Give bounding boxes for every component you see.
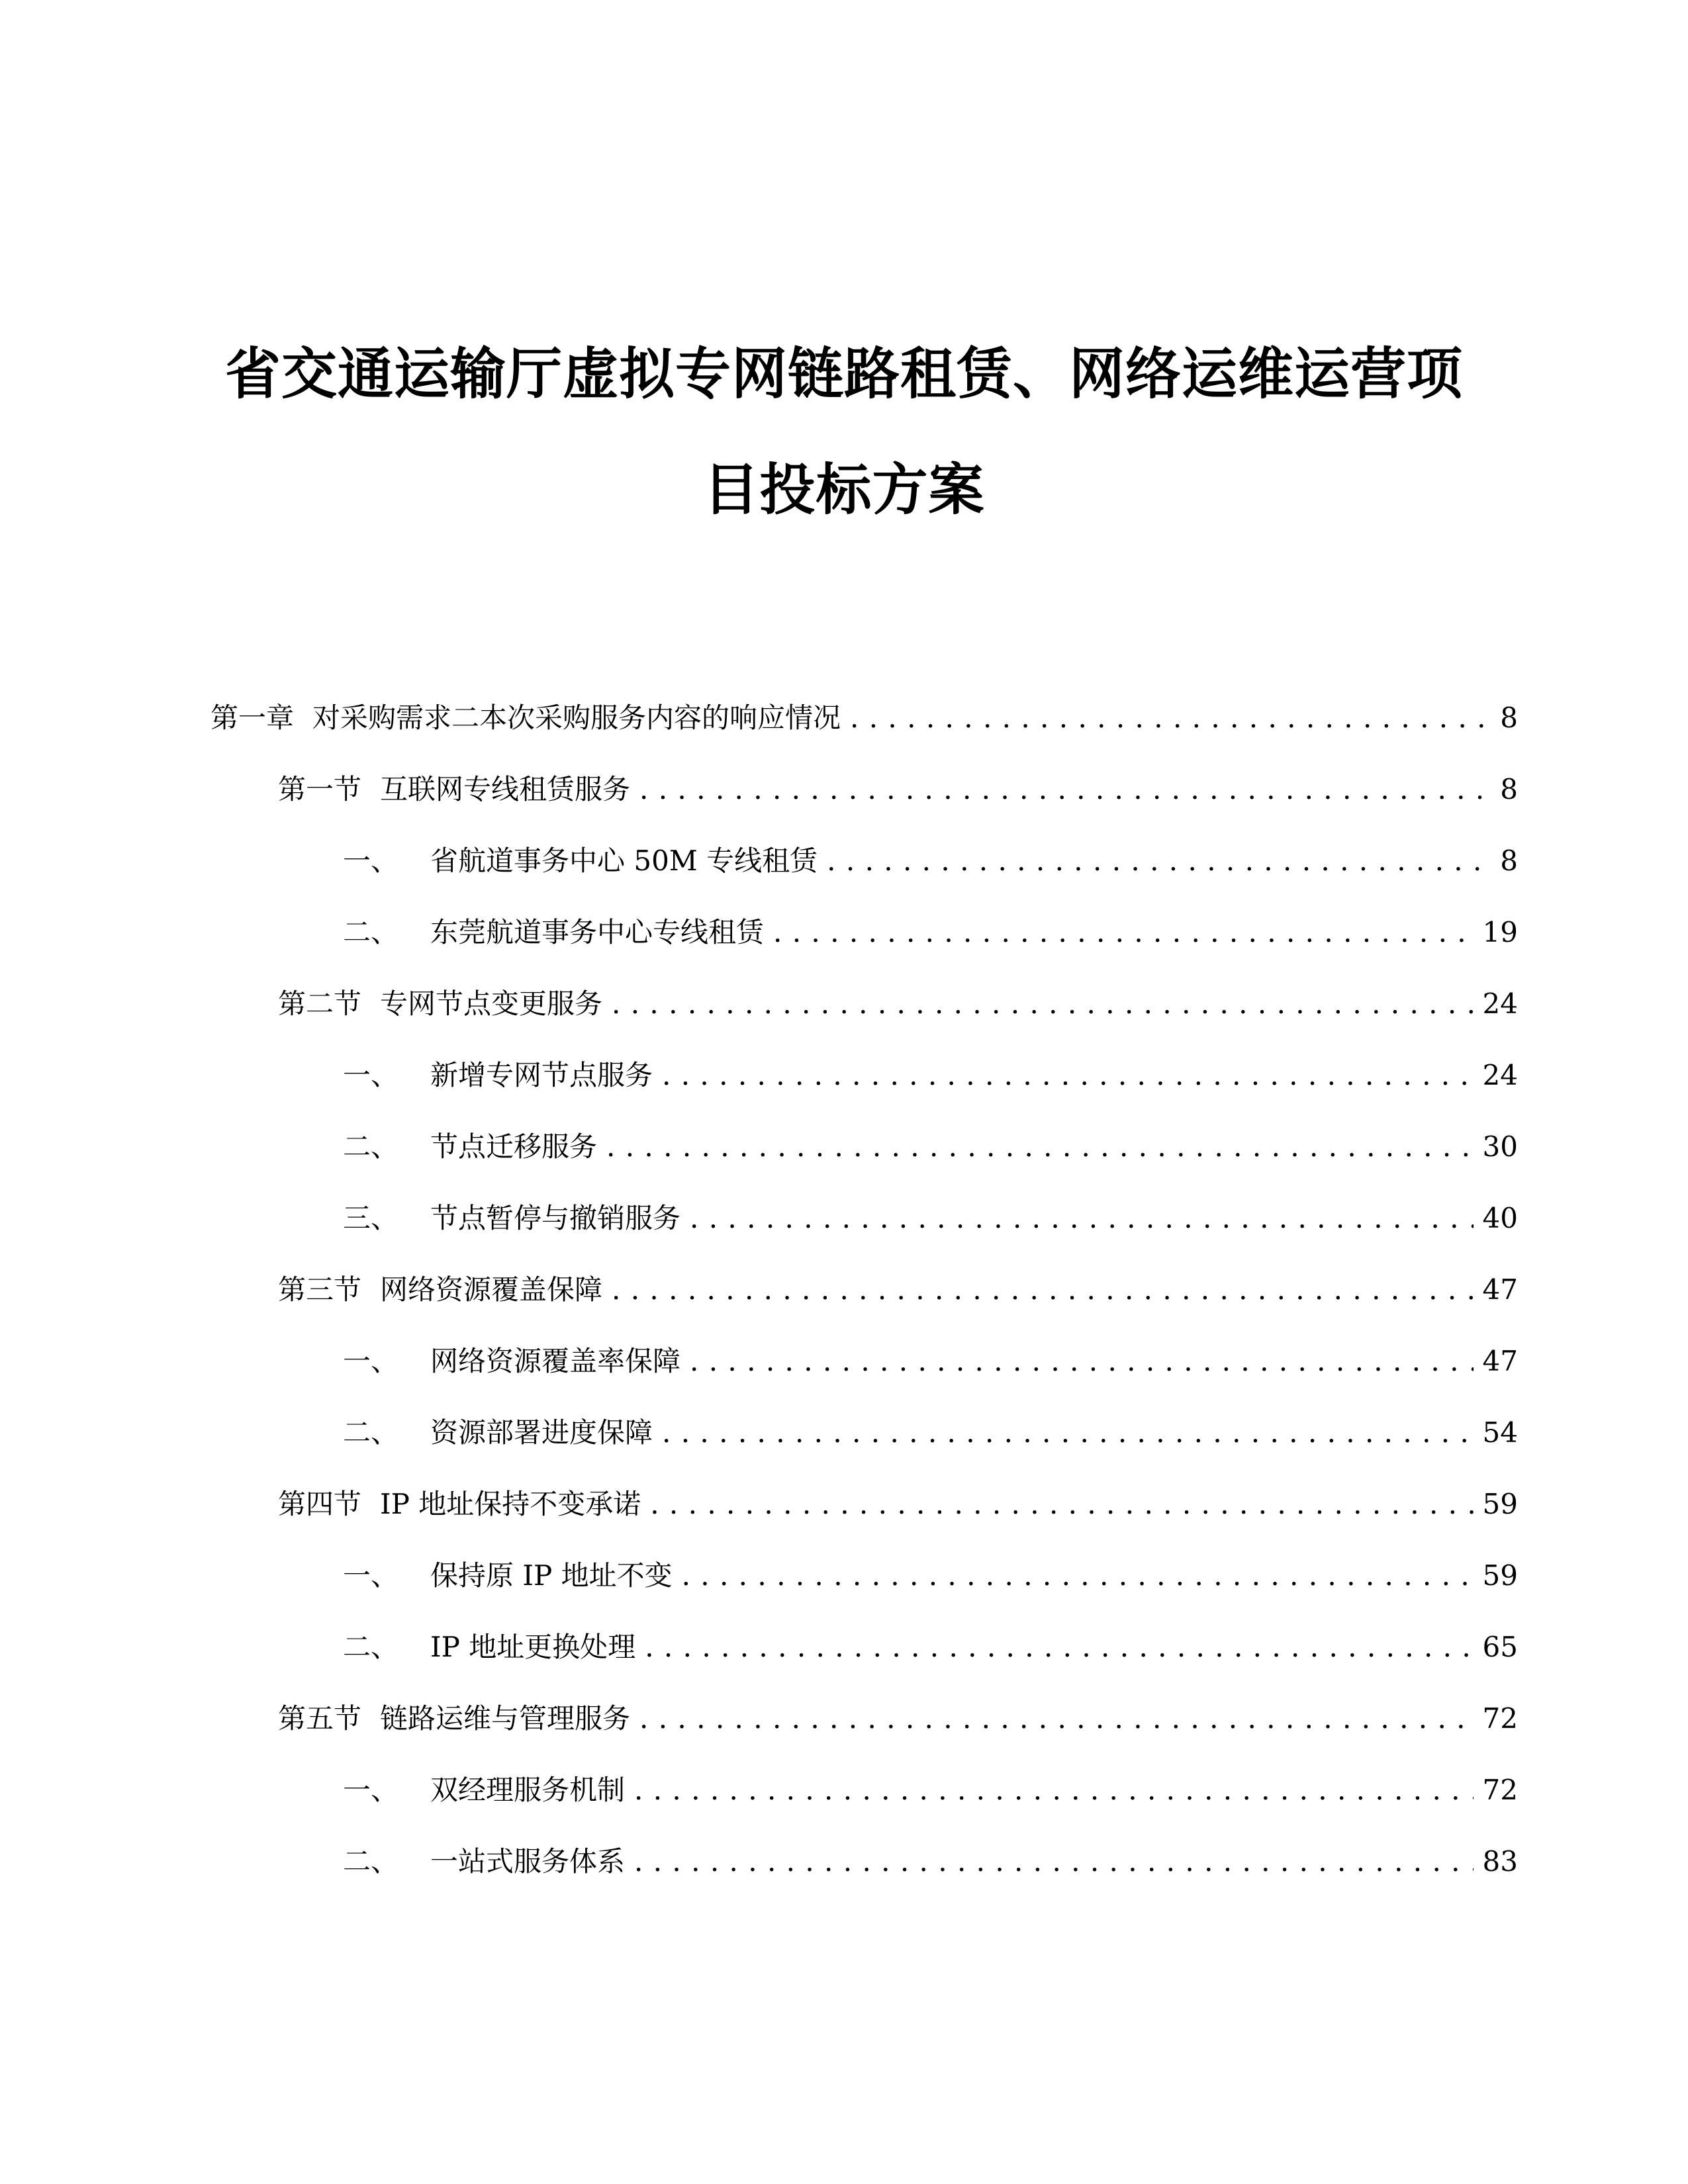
toc-dot-leader [682, 1556, 1474, 1596]
toc-heading: 互联网专线租赁服务 [380, 773, 631, 805]
toc-entry-section-1[interactable] [278, 770, 1518, 809]
toc-entry-subsection[interactable] [343, 1842, 1518, 1882]
toc-dot-leader [606, 1127, 1474, 1167]
toc-heading: IP 地址更换处理 [430, 1631, 636, 1663]
toc-page-number: 19 [1482, 916, 1518, 948]
toc-dot-leader [634, 1770, 1474, 1810]
toc-heading: 网络资源覆盖率保障 [430, 1345, 681, 1377]
toc-dot-leader [850, 698, 1489, 738]
toc-entry-subsection[interactable] [343, 1199, 1518, 1238]
toc-entry-chapter-1[interactable] [211, 698, 1518, 738]
toc-heading: 资源部署进度保障 [430, 1416, 653, 1449]
toc-page-number: 24 [1482, 1059, 1518, 1091]
toc-heading: 东莞航道事务中心专线租赁 [430, 916, 765, 948]
toc-dot-leader [634, 1842, 1474, 1882]
toc-entry-subsection[interactable] [343, 1342, 1518, 1381]
toc-number: 第一节 [278, 773, 362, 805]
toc-heading: 网络资源覆盖保障 [380, 1273, 603, 1306]
toc-dot-leader [639, 1699, 1474, 1739]
toc-page-number: 8 [1500, 844, 1518, 877]
toc-page-number: 47 [1482, 1345, 1518, 1377]
document-title-line-1: 省交通运输厅虚拟专网链路租赁、网络运维运营项 [224, 341, 1463, 406]
toc-heading: 节点迁移服务 [430, 1130, 598, 1163]
toc-dot-leader [612, 984, 1474, 1024]
toc-number: 二、 [343, 1130, 399, 1163]
toc-page-number: 8 [1500, 773, 1518, 805]
toc-page-number: 59 [1482, 1559, 1518, 1592]
toc-heading: 对采购需求二本次采购服务内容的响应情况 [312, 702, 841, 734]
toc-heading: 双经理服务机制 [430, 1774, 626, 1806]
toc-page-number: 30 [1482, 1130, 1518, 1163]
toc-number: 一、 [343, 844, 399, 877]
toc-page-number: 59 [1482, 1488, 1518, 1520]
toc-entry-section-2[interactable] [278, 984, 1518, 1024]
toc-heading: 专网节点变更服务 [380, 987, 603, 1020]
toc-number: 第三节 [278, 1273, 362, 1306]
toc-number: 二、 [343, 1631, 399, 1663]
toc-number: 一、 [343, 1059, 399, 1091]
toc-dot-leader [773, 913, 1474, 952]
toc-dot-leader [662, 1056, 1474, 1095]
document-title-line-2: 目投标方案 [703, 457, 985, 522]
toc-dot-leader [645, 1627, 1473, 1667]
toc-entry-section-3[interactable] [278, 1270, 1518, 1310]
toc-heading: 链路运维与管理服务 [380, 1702, 631, 1735]
toc-dot-leader [690, 1342, 1474, 1381]
toc-page-number: 47 [1482, 1273, 1518, 1306]
toc-heading: 节点暂停与撤销服务 [430, 1202, 681, 1234]
toc-entry-subsection[interactable] [343, 841, 1518, 881]
toc-number: 第一章 [211, 702, 295, 734]
toc-entry-subsection[interactable] [343, 1556, 1518, 1596]
toc-entry-section-5[interactable] [278, 1699, 1518, 1739]
toc-number: 一、 [343, 1559, 399, 1592]
toc-heading: 省航道事务中心 50M 专线租赁 [430, 844, 818, 877]
toc-entry-subsection[interactable] [343, 913, 1518, 952]
toc-number: 二、 [343, 1845, 399, 1878]
toc-page-number: 83 [1482, 1845, 1518, 1878]
toc-heading: 一站式服务体系 [430, 1845, 626, 1878]
toc-number: 三、 [343, 1202, 399, 1234]
toc-entry-subsection[interactable] [343, 1770, 1518, 1810]
toc-page-number: 72 [1482, 1774, 1518, 1806]
toc-entry-section-4[interactable] [278, 1484, 1518, 1524]
toc-number: 第四节 [278, 1488, 362, 1520]
toc-number: 一、 [343, 1774, 399, 1806]
toc-page-number: 65 [1482, 1631, 1518, 1663]
toc-number: 一、 [343, 1345, 399, 1377]
toc-dot-leader [612, 1270, 1474, 1310]
toc-heading: IP 地址保持不变承诺 [380, 1488, 641, 1520]
toc-page-number: 40 [1482, 1202, 1518, 1234]
toc-number: 二、 [343, 916, 399, 948]
toc-entry-subsection[interactable] [343, 1627, 1518, 1667]
toc-page-number: 72 [1482, 1702, 1518, 1735]
toc-number: 二、 [343, 1416, 399, 1449]
toc-page-number: 54 [1482, 1416, 1518, 1449]
toc-number: 第二节 [278, 987, 362, 1020]
toc-page-number: 24 [1482, 987, 1518, 1020]
toc-number: 第五节 [278, 1702, 362, 1735]
toc-dot-leader [662, 1413, 1474, 1453]
toc-dot-leader [827, 841, 1489, 881]
toc-page-number: 8 [1500, 702, 1518, 734]
toc-entry-subsection[interactable] [343, 1413, 1518, 1453]
toc-dot-leader [650, 1484, 1473, 1524]
toc-dot-leader [690, 1199, 1474, 1238]
toc-heading: 保持原 IP 地址不变 [430, 1559, 673, 1592]
toc-entry-subsection[interactable] [343, 1056, 1518, 1095]
toc-entry-subsection[interactable] [343, 1127, 1518, 1167]
toc-heading: 新增专网节点服务 [430, 1059, 653, 1091]
toc-dot-leader [639, 770, 1489, 809]
